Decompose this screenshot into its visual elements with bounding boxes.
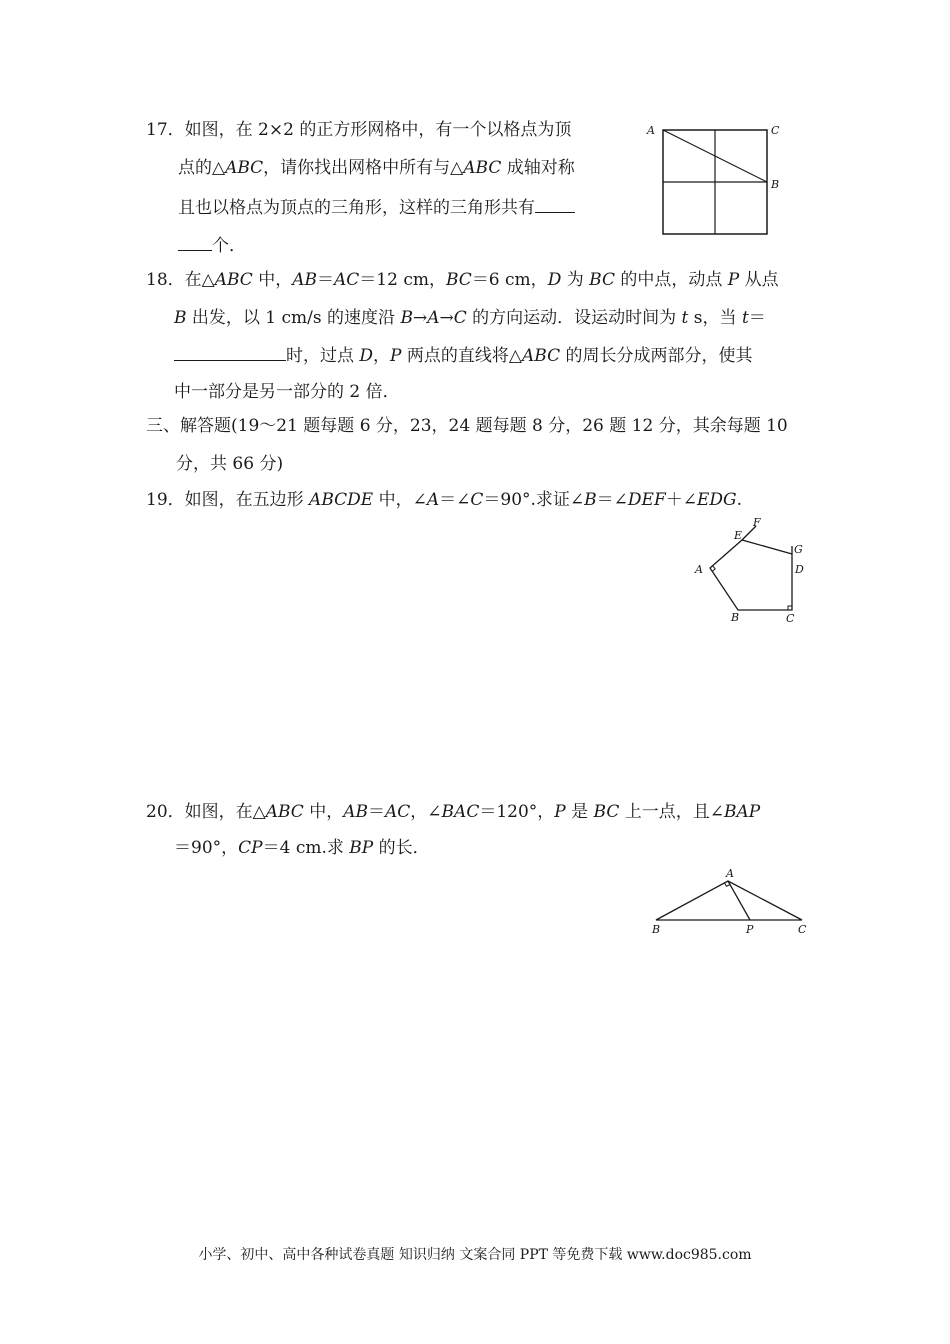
label-c: C	[798, 923, 807, 936]
q17-answer-blank-a[interactable]	[535, 194, 575, 213]
q18-line-4: 中一部分是另一部分的 2 倍．	[174, 382, 400, 402]
pentagon-abcde	[710, 540, 792, 610]
label-g: G	[794, 543, 803, 556]
q20-triangle-figure	[648, 864, 813, 939]
label-e: E	[734, 529, 743, 542]
q18-line-3: 时，过点 D，P 两点的直线将△ABC 的周长分成两部分，使其	[174, 342, 752, 368]
page-footer: 小学、初中、高中各种试卷真题 知识归纳 文案合同 PPT 等免费下载 www.doc985.com	[198, 1247, 752, 1263]
label-a: A	[647, 124, 655, 137]
label-c: C	[786, 612, 795, 625]
q17-grid-figure	[640, 118, 790, 240]
label-c: C	[771, 124, 780, 137]
q17-answer-blank-b[interactable]	[178, 232, 212, 251]
q18-line-1: 18．在△ABC 中，AB＝AC＝12 cm，BC＝6 cm，D 为 BC 的中点，动点 P 从点	[146, 270, 779, 290]
label-b: B	[771, 178, 780, 191]
section3-line-2: 分，共 66 分)	[176, 454, 284, 474]
q19-pentagon-figure	[690, 516, 815, 628]
q19-text: 19．如图，在五边形 ABCDE 中，∠A＝∠C＝90°.求证∠B＝∠DEF＋∠EDG.	[146, 490, 743, 510]
label-b: B	[731, 611, 740, 624]
q18-answer-blank[interactable]	[174, 342, 286, 361]
section3-line-1: 三、解答题(19～21 题每题 6 分，23，24 题每题 8 分，26 题 12 分，其余每题 10	[146, 416, 788, 436]
q17-line-2: 点的△ABC，请你找出网格中所有与△ABC 成轴对称	[178, 158, 575, 178]
triangle-abc	[656, 881, 802, 920]
q18-line-2: B 出发，以 1 cm/s 的速度沿 B→A→C 的方向运动．设运动时间为 t s，当 t＝	[174, 308, 766, 328]
q17-line-4: 个．	[178, 232, 246, 258]
q17-line-3: 且也以格点为顶点的三角形，这样的三角形共有	[178, 194, 575, 220]
q17-line-1: 17．如图，在 2×2 的正方形网格中，有一个以格点为顶	[146, 120, 572, 140]
q20-line-1: 20．如图，在△ABC 中，AB＝AC，∠BAC＝120°，P 是 BC 上一点，且∠BAP	[146, 802, 761, 822]
label-p: P	[746, 923, 754, 936]
label-d: D	[795, 563, 804, 576]
q20-line-2: ＝90°，CP＝4 cm.求 BP 的长．	[174, 838, 430, 858]
label-f: F	[753, 516, 761, 529]
right-angle-a	[713, 566, 716, 571]
label-a: A	[726, 867, 734, 880]
label-a: A	[695, 563, 703, 576]
label-b: B	[652, 923, 661, 936]
